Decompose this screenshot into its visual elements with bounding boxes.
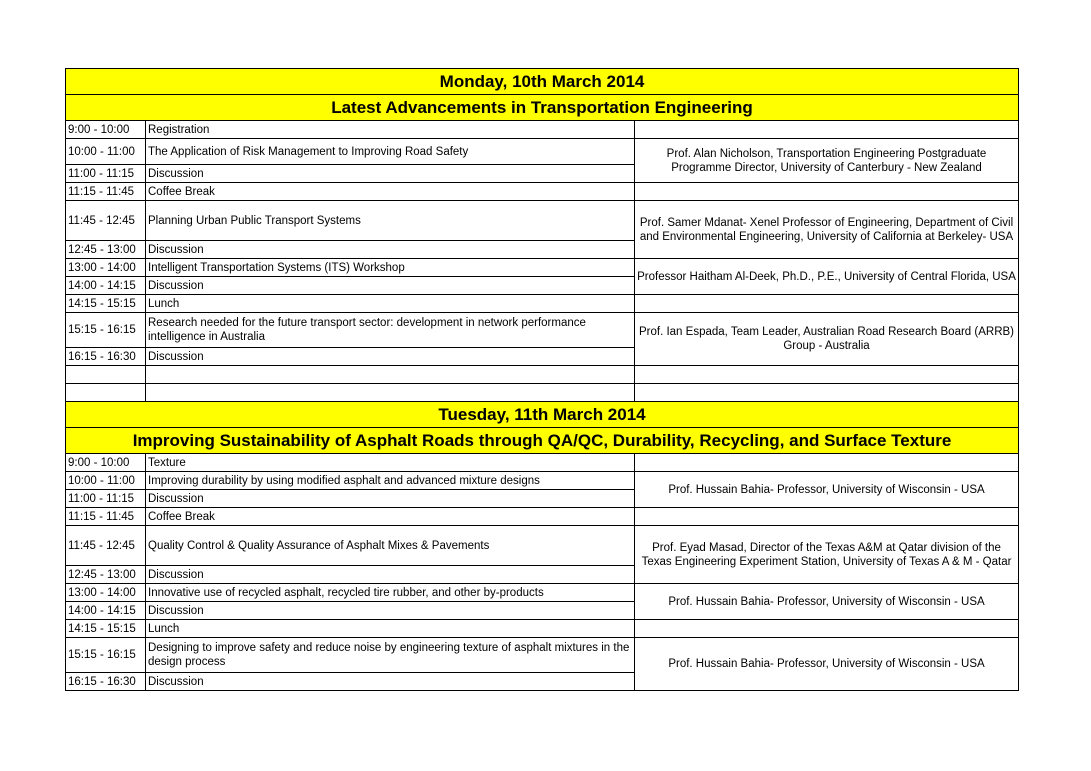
blank-row [66,366,1019,384]
time-cell: 10:00 - 11:00 [66,139,146,165]
table-row [66,183,1019,201]
time-cell: 10:00 - 11:00 [66,472,146,490]
topic-cell: Discussion [146,673,635,691]
time-cell: 11:15 - 11:45 [66,508,146,526]
speaker-cell [635,454,1019,472]
blank-cell [66,366,146,384]
speaker-cell [635,121,1019,139]
speaker-cell: Prof. Hussain Bahia- Professor, University of Wisconsin - USA [635,638,1019,691]
time-cell: 9:00 - 10:00 [66,454,146,472]
topic-cell: Discussion [146,602,635,620]
table-row [66,259,1019,277]
time-cell: 15:15 - 16:15 [66,638,146,673]
speaker-cell: Prof. Ian Espada, Team Leader, Australian Road Research Board (ARRB) Group - Australia [635,313,1019,366]
time-cell: 14:00 - 14:15 [66,602,146,620]
topic-cell: Discussion [146,241,635,259]
day-theme: Latest Advancements in Transportation Engineering [66,95,1019,121]
table-row [66,526,1019,566]
topic-cell: Coffee Break [146,508,635,526]
topic-cell: Improving durability by using modified asphalt and advanced mixture designs [146,472,635,490]
time-cell: 13:00 - 14:00 [66,584,146,602]
time-cell: 15:15 - 16:15 [66,313,146,348]
table-row [66,638,1019,673]
table-row [66,201,1019,241]
time-cell: 16:15 - 16:30 [66,673,146,691]
time-cell: 11:00 - 11:15 [66,490,146,508]
topic-cell: Intelligent Transportation Systems (ITS) Workshop [146,259,635,277]
table-row [66,121,1019,139]
table-row [66,584,1019,602]
speaker-cell: Prof. Hussain Bahia- Professor, University of Wisconsin - USA [635,472,1019,508]
time-cell: 11:00 - 11:15 [66,165,146,183]
time-cell: 12:45 - 13:00 [66,566,146,584]
schedule-table [65,68,1019,691]
topic-cell: Research needed for the future transport sector: development in network performance intelligence in Australia [146,313,635,348]
blank-cell [635,366,1019,384]
time-cell: 11:45 - 12:45 [66,526,146,566]
time-cell: 16:15 - 16:30 [66,348,146,366]
table-row [66,508,1019,526]
topic-cell: Quality Control & Quality Assurance of Asphalt Mixes & Pavements [146,526,635,566]
time-cell: 14:00 - 14:15 [66,277,146,295]
topic-cell: Texture [146,454,635,472]
time-cell: 12:45 - 13:00 [66,241,146,259]
speaker-cell [635,295,1019,313]
day-theme-row [66,428,1019,454]
speaker-cell [635,508,1019,526]
topic-cell: Discussion [146,490,635,508]
speaker-cell [635,183,1019,201]
topic-cell: Coffee Break [146,183,635,201]
topic-cell: Discussion [146,277,635,295]
table-row [66,472,1019,490]
blank-cell [146,366,635,384]
blank-cell [635,384,1019,402]
speaker-cell: Prof. Eyad Masad, Director of the Texas A&M at Qatar division of the Texas Engineering Experiment Station, University of Texas A & M - Qatar [635,526,1019,584]
speaker-cell: Prof. Samer Mdanat- Xenel Professor of Engineering, Department of Civil and Environmental Engineering, University of California at Berkeley- USA [635,201,1019,259]
day-date: Monday, 10th March 2014 [66,69,1019,95]
time-cell: 13:00 - 14:00 [66,259,146,277]
time-cell: 11:15 - 11:45 [66,183,146,201]
topic-cell: Discussion [146,165,635,183]
speaker-cell: Prof. Hussain Bahia- Professor, University of Wisconsin - USA [635,584,1019,620]
topic-cell: Lunch [146,620,635,638]
day-theme-row [66,95,1019,121]
table-row [66,295,1019,313]
day-date: Tuesday, 11th March 2014 [66,402,1019,428]
day-header [66,402,1019,428]
day-theme: Improving Sustainability of Asphalt Roads through QA/QC, Durability, Recycling, and Surface Texture [66,428,1019,454]
topic-cell: The Application of Risk Management to Improving Road Safety [146,139,635,165]
time-cell: 14:15 - 15:15 [66,620,146,638]
blank-row [66,384,1019,402]
topic-cell: Planning Urban Public Transport Systems [146,201,635,241]
topic-cell: Registration [146,121,635,139]
topic-cell: Innovative use of recycled asphalt, recycled tire rubber, and other by-products [146,584,635,602]
speaker-cell: Prof. Alan Nicholson, Transportation Engineering Postgraduate Programme Director, University of Canterbury - New Zealand [635,139,1019,183]
table-row [66,454,1019,472]
topic-cell: Designing to improve safety and reduce noise by engineering texture of asphalt mixtures in the design process [146,638,635,673]
topic-cell: Discussion [146,348,635,366]
table-row [66,620,1019,638]
table-row [66,313,1019,348]
speaker-cell [635,620,1019,638]
blank-cell [66,384,146,402]
topic-cell: Discussion [146,566,635,584]
time-cell: 11:45 - 12:45 [66,201,146,241]
time-cell: 14:15 - 15:15 [66,295,146,313]
time-cell: 9:00 - 10:00 [66,121,146,139]
table-row [66,139,1019,165]
day-header [66,69,1019,95]
blank-cell [146,384,635,402]
topic-cell: Lunch [146,295,635,313]
speaker-cell: Professor Haitham Al-Deek, Ph.D., P.E., University of Central Florida, USA [635,259,1019,295]
